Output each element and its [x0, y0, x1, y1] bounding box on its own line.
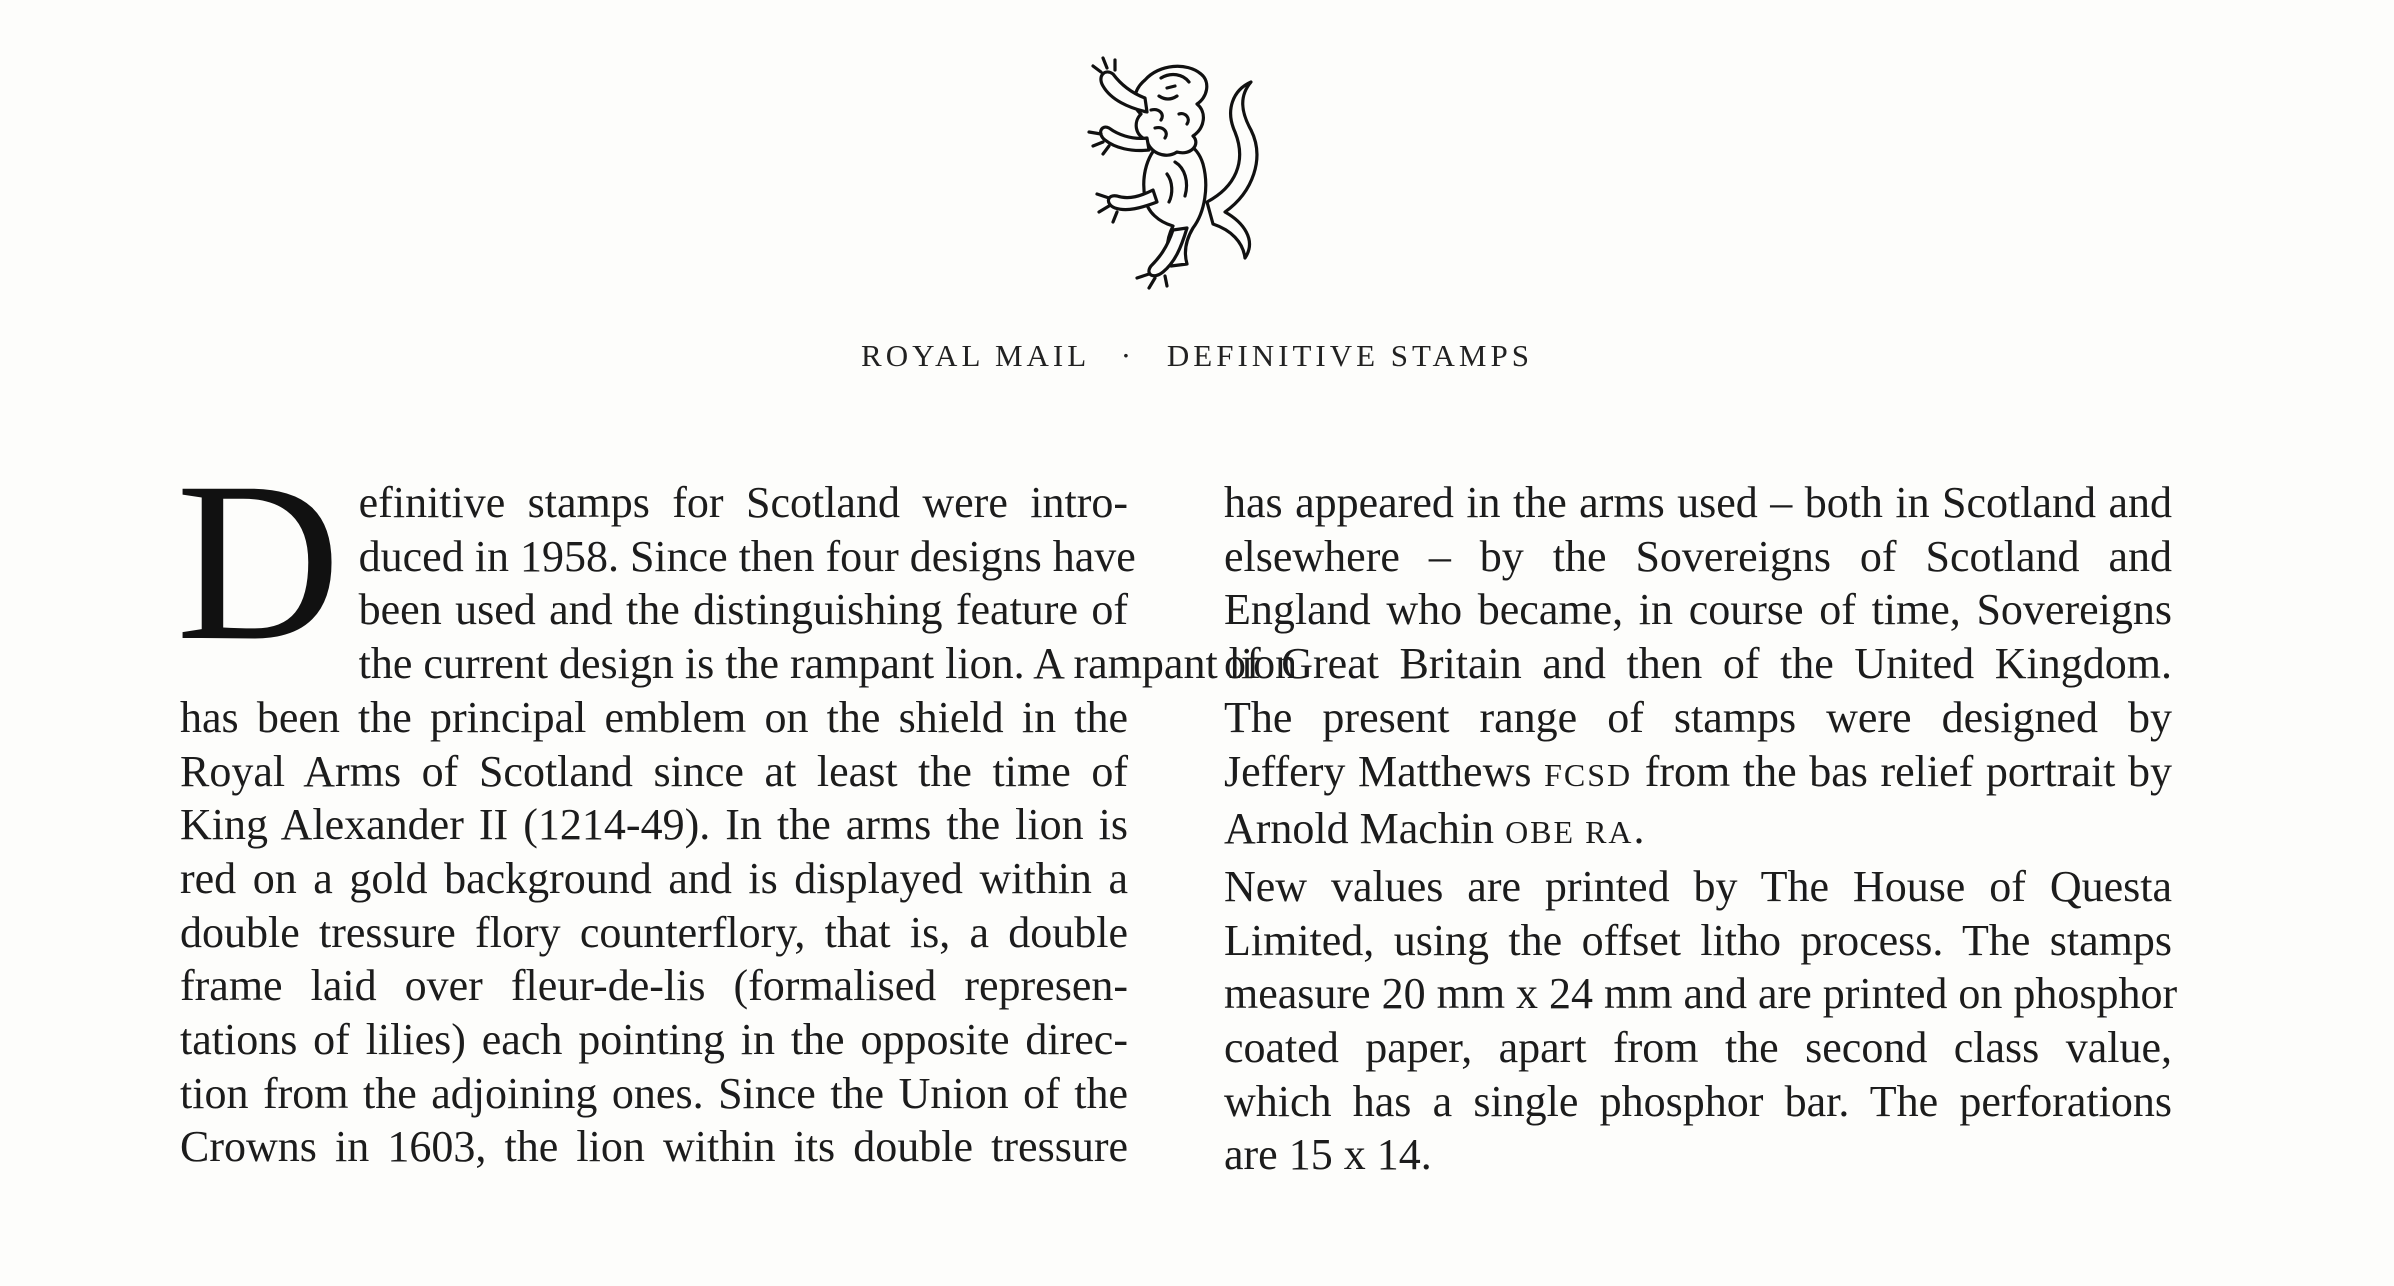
- designer-honours: FCSD: [1544, 756, 1633, 793]
- text-line: England who became, in course of time, Sovereigns: [1224, 585, 2172, 635]
- text-line: frame laid over fleur-de-lis (formalised represen-: [180, 961, 1128, 1011]
- text-line: double tressure flory counterflory, that is, a double: [180, 907, 1128, 957]
- text-line: the current design is the rampant lion. A rampant lion: [358, 639, 1298, 689]
- left-text-column: [176, 436, 1298, 1174]
- designer-name: Jeffery Matthews: [1224, 746, 1545, 796]
- designer-text: from the bas relief portrait by: [1632, 746, 2172, 796]
- sculptor-honours: OBE RA: [1505, 814, 1634, 851]
- text-line: of Great Britain and then of the United Kingdom.: [1224, 639, 2172, 689]
- rampant-lion-icon: [1075, 52, 1275, 292]
- header-publisher: ROYAL MAIL: [861, 338, 1090, 373]
- header-title: DEFINITIVE STAMPS: [1166, 338, 1533, 373]
- text-line: Royal Arms of Scotland since at least the time of: [180, 746, 1128, 796]
- sculptor-period: .: [1633, 804, 1645, 854]
- sculptor-name: Arnold Machin: [1224, 804, 1506, 854]
- page-header: [0, 338, 2394, 374]
- text-line: has been the principal emblem on the shield in the: [180, 692, 1128, 742]
- text-line: Crowns in 1603, the lion within its double tressure: [180, 1122, 1128, 1172]
- text-line: tion from the adjoining ones. Since the Union of the: [180, 1068, 1128, 1118]
- text-line: coated paper, apart from the second class value,: [1224, 1023, 2172, 1073]
- text-line: tations of lilies) each pointing in the opposite direc-: [180, 1015, 1128, 1065]
- text-line-sculptor: [1224, 802, 2172, 860]
- text-line-designer: [1224, 745, 2172, 803]
- text-line: Limited, using the offset litho process. The stamps: [1224, 915, 2172, 965]
- text-line: has appeared in the arms used – both in Scotland and: [1224, 478, 2172, 527]
- text-line: New values are printed by The House of Questa: [1224, 861, 2172, 911]
- text-line: elsewhere – by the Sovereigns of Scotland and: [1224, 531, 2172, 581]
- text-line: red on a gold background and is displayed within a: [180, 853, 1128, 903]
- text-line: duced in 1958. Since then four designs have: [358, 531, 1136, 581]
- right-text-column: [1224, 476, 2178, 1182]
- text-line: which has a single phosphor bar. The perforations: [1224, 1076, 2172, 1126]
- header-separator: ·: [1120, 338, 1136, 373]
- drop-cap: D: [176, 436, 341, 688]
- text-line: The present range of stamps were designed by: [1224, 692, 2172, 742]
- text-line: been used and the distinguishing feature of: [358, 585, 1128, 635]
- text-line: measure 20 mm x 24 mm and are printed on phosphor: [1224, 969, 2178, 1019]
- text-line: King Alexander II (1214-49). In the arms the lion is: [180, 800, 1128, 850]
- text-line: are 15 x 14.: [1224, 1130, 1432, 1180]
- text-line: efinitive stamps for Scotland were intro-: [358, 478, 1128, 527]
